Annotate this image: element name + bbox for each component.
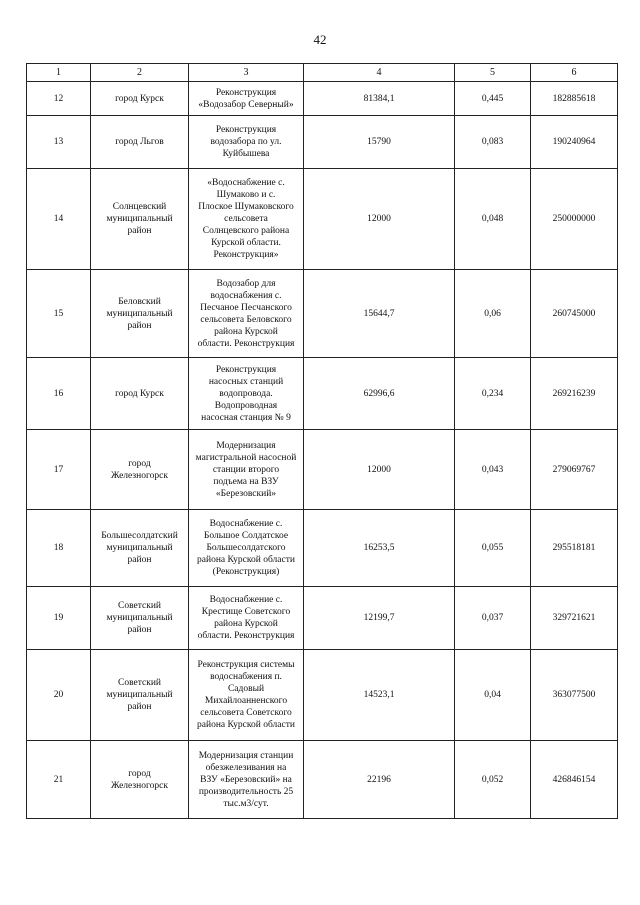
table-row (27, 116, 618, 169)
object-description-line: «Водозабор Северный» (198, 99, 294, 110)
column-header: 2 (91, 64, 189, 82)
municipality-line: район (127, 625, 152, 635)
object-description-line: насосных станций (208, 376, 284, 387)
municipality-line: Солнцевский (112, 202, 167, 212)
object-description-line: Плоское Шумаковского (198, 202, 294, 212)
value-cell: 15790 (304, 116, 455, 169)
object-description-line: Михайлоанненского (204, 696, 288, 706)
municipality (91, 169, 189, 270)
total-cell: 260745000 (531, 270, 618, 358)
coef-cell: 0,037 (455, 587, 531, 650)
column-header: 3 (189, 64, 304, 82)
object-description-line: района Курской области (197, 555, 295, 565)
object-description (189, 270, 304, 358)
object-description-line: обезжелезивания на (205, 762, 287, 773)
object-description-line: (Реконструкция) (212, 567, 280, 577)
object-description-line: Модернизация (216, 440, 276, 451)
table-row (27, 82, 618, 116)
municipality-line: район (127, 320, 152, 331)
total-cell: 363077500 (531, 650, 618, 741)
object-description-line: станции второго (212, 464, 280, 475)
value-cell: 12199,7 (304, 587, 455, 650)
total-cell: 190240964 (531, 116, 618, 169)
column-header: 6 (531, 64, 618, 82)
municipality-line: Железногорск (111, 470, 168, 481)
total-cell: 426846154 (531, 741, 618, 819)
municipality (91, 587, 189, 650)
municipality-line: город Курск (115, 388, 164, 399)
value-cell: 12000 (304, 169, 455, 270)
header-row (27, 64, 618, 82)
object-description-line: водоснабжения п. (210, 672, 282, 682)
municipality-line: муниципальный (106, 613, 173, 623)
object-description-line: Реконструкция системы (197, 660, 295, 670)
total-cell: 329721621 (531, 587, 618, 650)
object-description-line: Водозабор для (216, 278, 276, 289)
object-description-line: Модернизация станции (198, 750, 294, 761)
total-cell: 279069767 (531, 430, 618, 510)
object-description-line: Реконструкция (215, 87, 277, 98)
municipality (91, 741, 189, 819)
municipality (91, 82, 189, 116)
coef-cell: 0,06 (455, 270, 531, 358)
coef-cell: 0,052 (455, 741, 531, 819)
municipality-line: Беловский (118, 296, 161, 307)
object-description-line: водоснабжения с. (210, 290, 282, 301)
municipality-line: район (127, 702, 152, 712)
total-cell: 269216239 (531, 358, 618, 430)
value-cell: 16253,5 (304, 510, 455, 587)
municipality-line: муниципальный (106, 214, 173, 224)
municipality-line: город (128, 768, 151, 779)
object-description-line: Реконструкция (215, 364, 277, 375)
object-description-line: тыс.м3/сут. (223, 798, 269, 809)
municipality-line: муниципальный (106, 543, 173, 553)
object-description (189, 650, 304, 741)
page-number: 42 (313, 32, 327, 47)
value-cell: 14523,1 (304, 650, 455, 741)
object-description-line: сельсовета Советского (200, 708, 292, 718)
municipality-line: район (127, 555, 152, 565)
municipality-line: муниципальный (106, 308, 173, 319)
object-description-line: района Курской области (197, 720, 295, 730)
table-body (27, 64, 618, 819)
object-description (189, 82, 304, 116)
object-description (189, 116, 304, 169)
column-header: 4 (304, 64, 455, 82)
coef-cell: 0,043 (455, 430, 531, 510)
object-description-line: области. Реконструкция (197, 338, 295, 349)
object-description-line: Песчаное Песчанского (200, 302, 292, 313)
object-description-line: Водоснабжение с. (209, 519, 283, 529)
municipality-line: город Льгов (115, 137, 164, 147)
object-description-line: Садовый (227, 684, 265, 694)
table-row (27, 650, 618, 741)
row-number: 17 (27, 430, 91, 510)
object-description-line: Реконструкция (215, 125, 277, 135)
value-cell: 62996,6 (304, 358, 455, 430)
municipality-line: город Курск (115, 93, 164, 104)
value-cell: 81384,1 (304, 82, 455, 116)
object-description-line: водозабора по ул. (210, 137, 282, 147)
row-number: 16 (27, 358, 91, 430)
object-description-line: Куйбышева (222, 149, 270, 159)
object-description-line: ВЗУ «Березовский» на (200, 774, 292, 785)
total-cell: 250000000 (531, 169, 618, 270)
object-description-line: «Водоснабжение с. (207, 178, 285, 188)
municipality (91, 430, 189, 510)
total-cell: 182885618 (531, 82, 618, 116)
object-description-line: Реконструкция» (213, 250, 279, 260)
row-number: 18 (27, 510, 91, 587)
object-description (189, 587, 304, 650)
table-row (27, 169, 618, 270)
coef-cell: 0,04 (455, 650, 531, 741)
row-number: 15 (27, 270, 91, 358)
object-description-line: производительность 25 (198, 786, 294, 797)
object-description-line: сельсовета (224, 214, 268, 224)
table-row (27, 270, 618, 358)
municipality (91, 650, 189, 741)
data-table (26, 63, 618, 819)
value-cell: 15644,7 (304, 270, 455, 358)
value-cell: 12000 (304, 430, 455, 510)
row-number: 20 (27, 650, 91, 741)
object-description-line: Солнцевского района (202, 226, 290, 236)
object-description-line: сельсовета Беловского (200, 314, 292, 325)
coef-cell: 0,234 (455, 358, 531, 430)
table-row (27, 358, 618, 430)
table-row (27, 587, 618, 650)
municipality (91, 116, 189, 169)
coef-cell: 0,445 (455, 82, 531, 116)
object-description-line: магистральной насосной (195, 452, 297, 463)
object-description (189, 358, 304, 430)
column-header: 1 (27, 64, 91, 82)
municipality-line: город (128, 458, 151, 469)
object-description-line: Шумаково и с. (216, 190, 276, 200)
municipality-line: Советский (117, 678, 161, 688)
object-description-line: Крестище Советского (201, 607, 291, 617)
row-number: 12 (27, 82, 91, 116)
table-row (27, 510, 618, 587)
object-description-line: водопровода. (219, 388, 273, 399)
value-cell: 22196 (304, 741, 455, 819)
object-description-line: подъема на ВЗУ (213, 476, 279, 487)
object-description-line: Водоснабжение с. (209, 595, 283, 605)
object-description-line: района Курской (214, 619, 278, 629)
object-description-line: «Березовский» (215, 488, 277, 499)
total-cell: 295518181 (531, 510, 618, 587)
municipality-line: Железногорск (111, 780, 168, 791)
table-row (27, 741, 618, 819)
coef-cell: 0,083 (455, 116, 531, 169)
object-description-line: Курской области. (211, 238, 281, 248)
municipality (91, 510, 189, 587)
object-description-line: района Курской (214, 326, 278, 337)
object-description (189, 510, 304, 587)
object-description-line: Водопроводная (214, 400, 278, 411)
row-number: 13 (27, 116, 91, 169)
municipality (91, 358, 189, 430)
object-description (189, 741, 304, 819)
municipality-line: Большесолдатский (101, 531, 178, 541)
row-number: 21 (27, 741, 91, 819)
object-description-line: области. Реконструкция (197, 631, 295, 641)
object-description (189, 169, 304, 270)
coef-cell: 0,055 (455, 510, 531, 587)
row-number: 19 (27, 587, 91, 650)
municipality-line: муниципальный (106, 690, 173, 700)
object-description-line: насосная станция № 9 (201, 412, 291, 423)
municipality-line: Советский (117, 601, 161, 611)
table-row (27, 430, 618, 510)
coef-cell: 0,048 (455, 169, 531, 270)
municipality-line: район (127, 226, 152, 236)
municipality (91, 270, 189, 358)
column-header: 5 (455, 64, 531, 82)
object-description-line: Большое Солдатское (203, 531, 289, 541)
object-description-line: Большесолдатского (206, 543, 286, 553)
object-description (189, 430, 304, 510)
row-number: 14 (27, 169, 91, 270)
